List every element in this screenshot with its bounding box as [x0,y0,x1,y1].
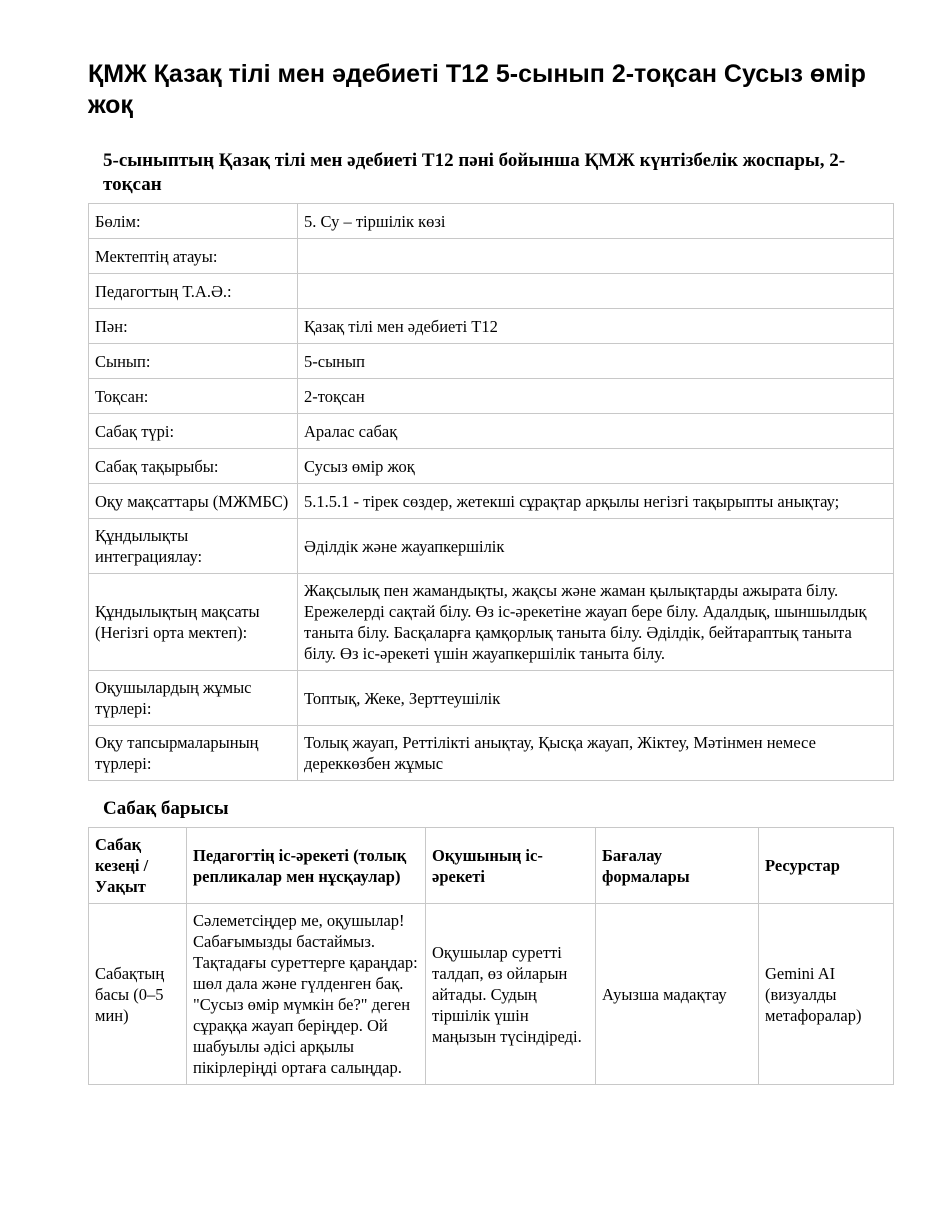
assessment-form: Ауызша мадақтау [596,904,759,1085]
table-row [89,414,894,449]
table-row [89,204,894,239]
teacher-activity: Сәлеметсіңдер ме, оқушылар! Сабағымызды бастаймыз. Тақтадағы суреттерге қараңдар: шөл дала және гүлденген бақ. "Сусыз өмір мүмкін бе?" деген сұраққа жауап беріңдер. Ой шабуылы әдісі арқылы пікірлеріңді ортаға салыңдар. [187,904,426,1085]
table-row [89,449,894,484]
info-label: Мектептің атауы: [89,239,298,274]
lesson-info-table [88,203,894,781]
table-row [89,484,894,519]
info-value [298,239,894,274]
table-row [89,239,894,274]
info-label: Педагогтың Т.А.Ә.: [89,274,298,309]
info-value: Толық жауап, Реттілікті анықтау, Қысқа жауап, Жіктеу, Мәтінмен немесе дереккөзбен жұмыс [298,726,894,781]
info-label: Сабақ тақырыбы: [89,449,298,484]
table-row [89,726,894,781]
info-value: Сусыз өмір жоқ [298,449,894,484]
document-subtitle: 5-сыныптың Қазақ тілі мен әдебиеті Т12 пәні бойынша ҚМЖ күнтізбелік жоспары, 2-тоқсан [103,150,846,195]
info-value: Аралас сабақ [298,414,894,449]
info-label: Пән: [89,309,298,344]
info-label: Құндылықты интеграциялау: [89,519,298,574]
table-row [89,519,894,574]
info-value: 5. Су – тіршілік көзі [298,204,894,239]
lesson-section-title: Сабақ барысы [103,798,229,819]
info-label: Оқу мақсаттары (МЖМБС) [89,484,298,519]
column-header: Педагогтің іс-әрекеті (толық репликалар мен нұсқаулар) [187,828,426,904]
info-label: Тоқсан: [89,379,298,414]
info-value: 2-тоқсан [298,379,894,414]
info-label: Құндылықтың мақсаты (Негізгі орта мектеп): [89,574,298,671]
table-header-row [89,828,894,904]
column-header: Ресурстар [759,828,894,904]
info-label: Оқу тапсырмаларының түрлері: [89,726,298,781]
column-header: Оқушының іс-әрекеті [426,828,596,904]
table-row [89,344,894,379]
lesson-flow-table [88,827,894,1085]
table-row [89,309,894,344]
info-value: Топтық, Жеке, Зерттеушілік [298,671,894,726]
resources: Gemini AI (визуалды метафоралар) [759,904,894,1085]
table-row [89,904,894,1085]
info-label: Сынып: [89,344,298,379]
info-label: Сабақ түрі: [89,414,298,449]
info-value: 5.1.5.1 - тірек сөздер, жетекші сұрақтар арқылы негізгі тақырыпты анықтау; [298,484,894,519]
student-activity: Оқушылар суретті талдап, өз ойларын айтады. Судың тіршілік үшін маңызын түсіндіреді. [426,904,596,1085]
info-label: Оқушылардың жұмыс түрлері: [89,671,298,726]
page-title: ҚМЖ Қазақ тілі мен әдебиеті Т12 5-сынып 2-тоқсан Сусыз өмір жоқ [88,60,866,119]
table-row [89,671,894,726]
column-header: Сабақ кезеңі / Уақыт [89,828,187,904]
info-value: Әділдік және жауапкершілік [298,519,894,574]
table-row [89,274,894,309]
document-page [88,0,893,1085]
column-header: Бағалау формалары [596,828,759,904]
info-value: Жақсылық пен жамандықты, жақсы және жаман қылықтарды ажырата білу. Ережелерді сақтай білу. Өз іс-әрекетіне жауап бере білу. Адалдық, шыншылдық таныта білу. Басқаларға қамқорлық таныта білу. Әділдік, бейтараптық таныта білу. Өз іс-әрекеті үшін жауапкершілік таныта білу. [298,574,894,671]
info-value [298,274,894,309]
lesson-stage: Сабақтың басы (0–5 мин) [89,904,187,1085]
table-row [89,574,894,671]
info-label: Бөлім: [89,204,298,239]
info-value: Қазақ тілі мен әдебиеті Т12 [298,309,894,344]
table-row [89,379,894,414]
info-value: 5-сынып [298,344,894,379]
